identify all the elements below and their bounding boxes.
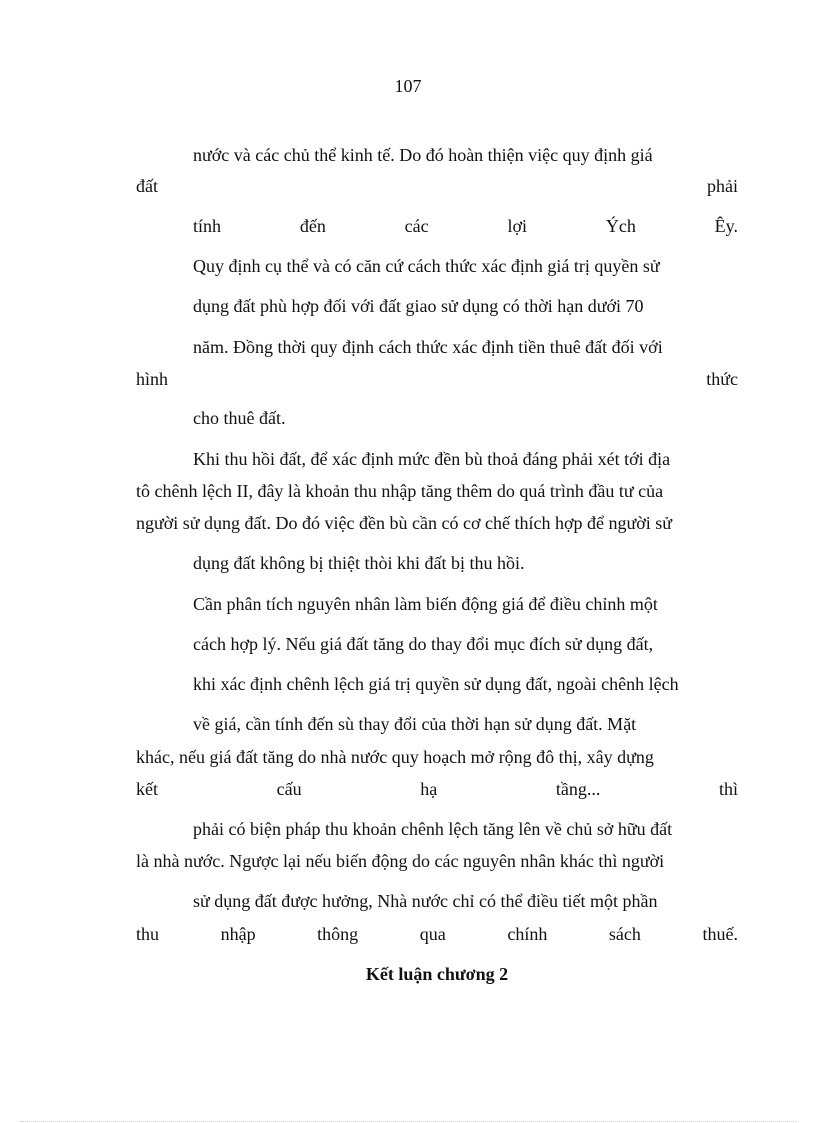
text-line xyxy=(136,778,738,800)
text-line xyxy=(136,175,738,197)
page-number: 107 xyxy=(394,76,422,96)
text-line: Cần phân tích nguyên nhân làm biến động giá để điều chỉnh một xyxy=(193,594,658,614)
word: thức xyxy=(706,369,738,389)
text-line: dụng đất không bị thiệt thòi khi đất bị thu hồi. xyxy=(193,553,525,573)
page-bottom-divider xyxy=(20,1121,796,1122)
word: phải xyxy=(707,176,738,196)
text-line: là nhà nước. Ngược lại nếu biến động do các nguyên nhân khác thì người xyxy=(136,851,665,871)
word: Ých xyxy=(605,216,636,236)
word: cấu xyxy=(276,779,302,799)
text-line: dụng đất phù hợp đối với đất giao sử dụng có thời hạn dưới 70 xyxy=(193,296,644,316)
text-line: nước và các chủ thể kinh tế. Do đó hoàn thiện việc quy định giá xyxy=(193,145,653,165)
word: đến xyxy=(299,216,326,236)
word: chính xyxy=(507,924,548,944)
text-line: tô chênh lệch II, đây là khoản thu nhập tăng thêm do quá trình đầu tư của xyxy=(136,481,664,501)
text-line: cách hợp lý. Nếu giá đất tăng do thay đổi mục đích sử dụng đất, xyxy=(193,634,654,654)
text-line: khi xác định chênh lệch giá trị quyền sử dụng đất, ngoài chênh lệch xyxy=(193,674,679,694)
word: đất xyxy=(136,176,158,196)
word: lợi xyxy=(507,216,527,236)
word: hạ xyxy=(420,779,438,799)
word: kết xyxy=(136,779,158,799)
word: sách xyxy=(608,924,641,944)
word: thì xyxy=(718,779,738,799)
word: các xyxy=(404,216,429,236)
word: hình xyxy=(136,369,169,389)
text-line: phải có biện pháp thu khoản chênh lệch tăng lên về chủ sở hữu đất xyxy=(193,819,673,839)
text-line: người sử dụng đất. Do đó việc đền bù cần có cơ chế thích hợp để người sử xyxy=(136,513,672,533)
word: Êy. xyxy=(714,216,738,236)
word: nhập xyxy=(220,924,256,944)
word: tầng... xyxy=(555,779,601,799)
word: tính xyxy=(193,216,222,236)
word: thông xyxy=(317,924,359,944)
text-line xyxy=(136,368,738,390)
text-line: cho thuê đất. xyxy=(193,408,286,428)
text-line: năm. Đồng thời quy định cách thức xác định tiền thuê đất đối với xyxy=(193,337,663,357)
text-line xyxy=(193,215,738,237)
word: thu xyxy=(136,924,160,944)
text-line: Quy định cụ thể và có căn cứ cách thức xác định giá trị quyền sử xyxy=(193,256,660,276)
text-line: về giá, cần tính đến sù thay đổi của thời hạn sử dụng đất. Mặt xyxy=(193,714,637,734)
section-heading: Kết luận chương 2 xyxy=(365,964,509,984)
word: thuế. xyxy=(702,924,738,944)
word: qua xyxy=(419,924,446,944)
text-line: khác, nếu giá đất tăng do nhà nước quy hoạch mở rộng đô thị, xây dựng xyxy=(136,747,654,767)
text-line xyxy=(136,923,738,945)
text-line: Khi thu hồi đất, để xác định mức đền bù thoả đáng phải xét tới địa xyxy=(193,449,671,469)
text-line: sử dụng đất được hưởng, Nhà nước chỉ có thể điều tiết một phần xyxy=(193,891,658,911)
